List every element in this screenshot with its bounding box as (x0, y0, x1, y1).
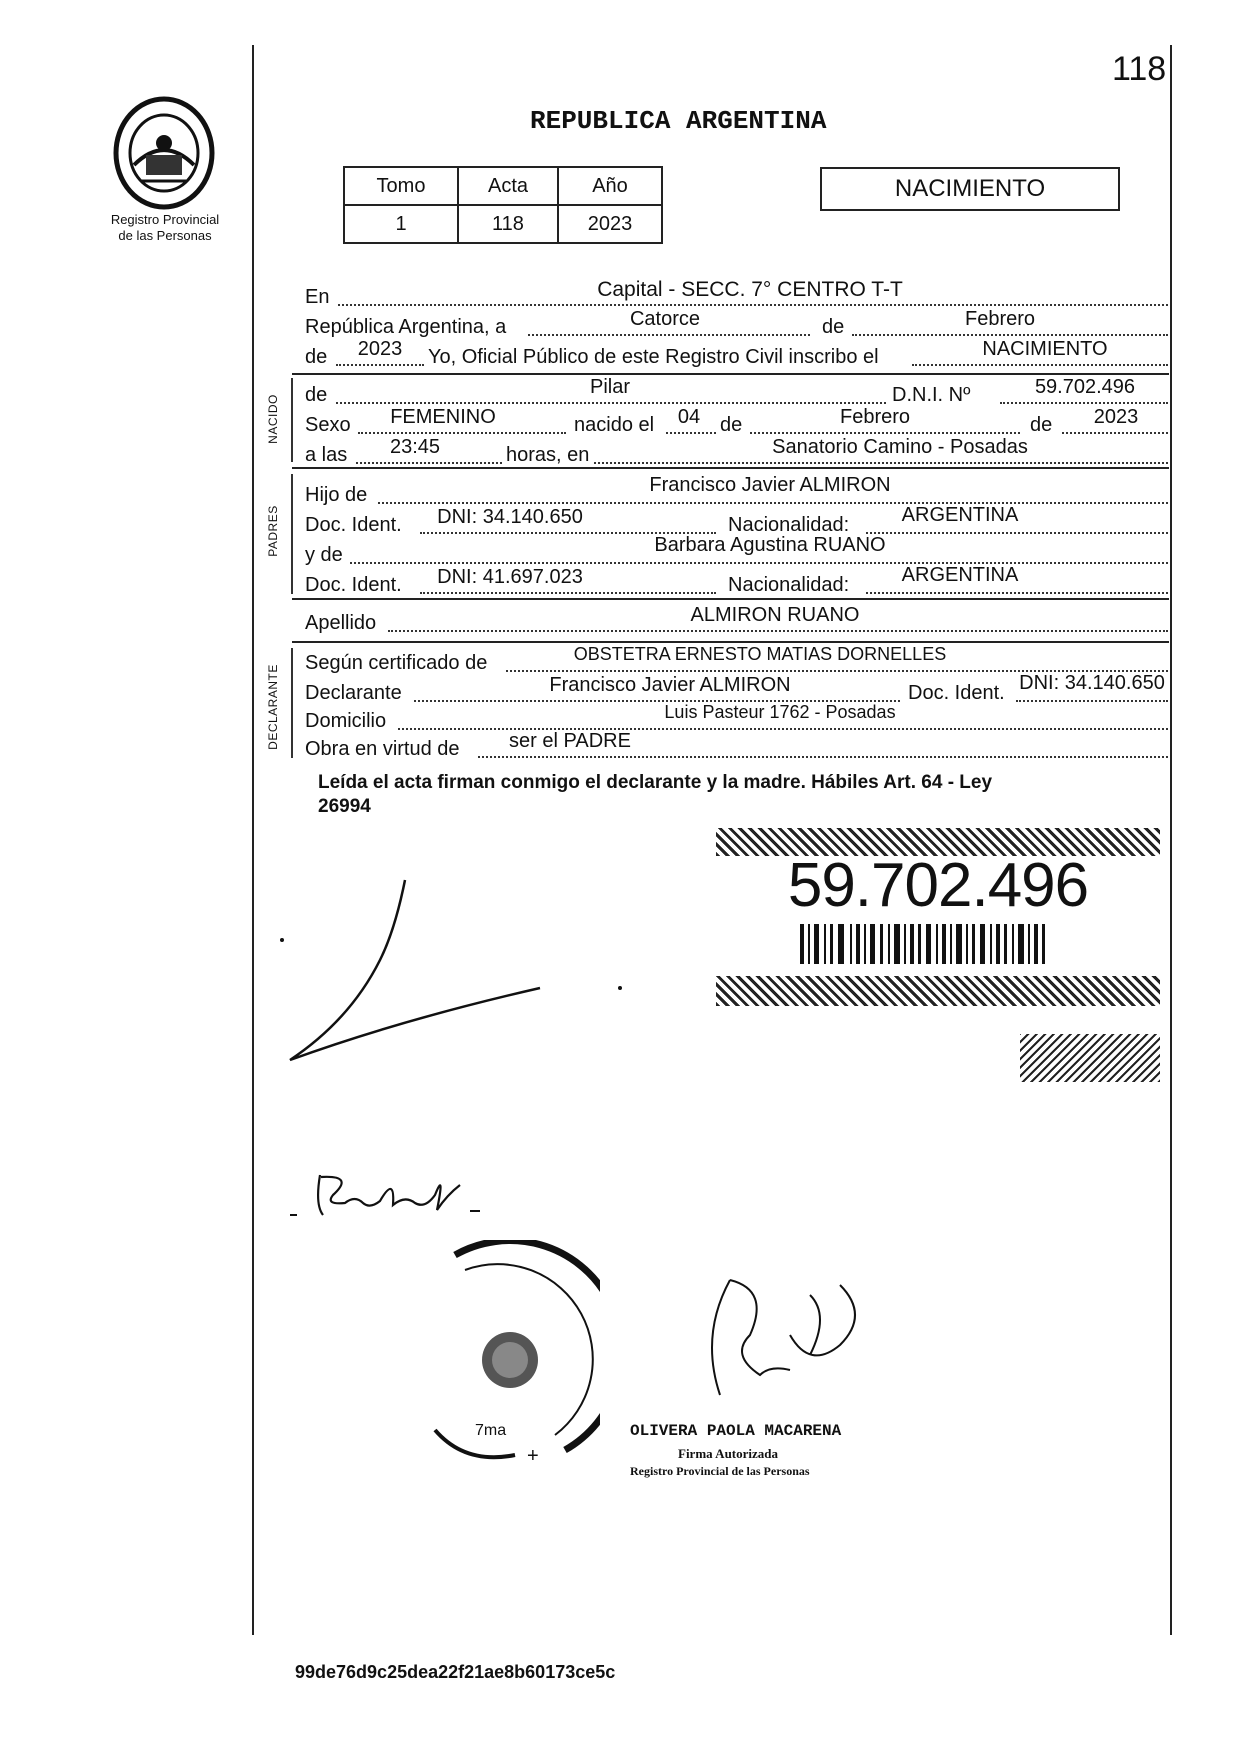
dni-sticker-number: 59.702.496 (787, 851, 1089, 920)
certificate-issuer: OBSTETRA ERNESTO MATIAS DORNELLES (573, 644, 947, 664)
birth-month: Febrero (839, 406, 911, 428)
dots (1016, 700, 1168, 702)
section-divider (292, 467, 1169, 469)
declarant-signature (280, 870, 640, 1070)
declarante-side-label: DECLARANTE (266, 664, 280, 750)
en-label: En (305, 286, 330, 308)
y-de-label: y de (305, 544, 343, 566)
dots (350, 562, 1168, 564)
declarante-bar (291, 648, 293, 758)
dots (528, 334, 810, 336)
document-hash: 99de76d9c25dea22f21ae8b60173ce5c (295, 1662, 616, 1682)
declarant-doc: DNI: 34.140.650 (1019, 672, 1165, 694)
page-title: REPUBLICA ARGENTINA (530, 106, 827, 136)
header-tomo: Tomo (344, 167, 458, 205)
mother-nationality: ARGENTINA (901, 564, 1019, 586)
dots (378, 502, 1168, 504)
dots (1000, 402, 1168, 404)
dots (420, 592, 716, 594)
dots (356, 462, 502, 464)
header-ano: Año (558, 167, 662, 205)
dots (336, 402, 886, 404)
birth-time: 23:45 (389, 436, 441, 458)
page-number: 118 (1112, 50, 1167, 88)
birth-day: 04 (677, 406, 701, 428)
a-las-label: a las (305, 444, 348, 466)
horas-en-label: horas, en (506, 444, 590, 466)
declarante-label: Declarante (305, 682, 402, 704)
dots (852, 334, 1168, 336)
registry-place: Capital - SECC. 7° CENTRO T-T (597, 278, 903, 301)
de-label: de (720, 414, 743, 436)
dots (358, 432, 566, 434)
obra-label: Obra en virtud de (305, 738, 460, 760)
dots (336, 364, 424, 366)
doc-ident-label: Doc. Ident. (305, 514, 402, 536)
doc-ident-label: Doc. Ident. (908, 682, 1005, 704)
child-dni: 59.702.496 (1034, 376, 1136, 398)
dots (478, 756, 1168, 758)
right-margin-line (1170, 45, 1172, 1635)
birth-place: Sanatorio Camino - Posadas (772, 436, 1028, 458)
security-strip-bottom (716, 976, 1160, 1006)
father-nationality: ARGENTINA (901, 504, 1019, 526)
section-divider (292, 598, 1169, 600)
nacionalidad-label: Nacionalidad: (728, 574, 850, 596)
de-label: de (822, 316, 845, 338)
value-ano: 2023 (558, 205, 662, 243)
record-table (343, 166, 663, 244)
doc-ident-label: Doc. Ident. (305, 574, 402, 596)
barcode (800, 924, 1046, 964)
reason: ser el PADRE (509, 730, 631, 752)
hijo-de-label: Hijo de (305, 484, 368, 506)
padres-bar (291, 474, 293, 594)
left-margin-line (252, 45, 254, 1635)
nacido-el-label: nacido el (574, 414, 655, 436)
republica-label: República Argentina, a (305, 316, 507, 338)
logo-caption-2: de las Personas (118, 228, 212, 243)
closing-text-line2: 26994 (318, 796, 371, 817)
registration-year: 2023 (357, 338, 403, 360)
registration-type: NACIMIENTO (982, 338, 1108, 360)
address: Luis Pasteur 1762 - Posadas (664, 702, 896, 722)
child-sex: FEMENINO (390, 406, 496, 428)
official-text: Yo, Oficial Público de este Registro Civil inscribo el (428, 346, 879, 368)
mother-doc: DNI: 41.697.023 (437, 566, 583, 588)
registration-month: Febrero (964, 308, 1036, 330)
dots (594, 462, 1168, 464)
province-logo (112, 95, 217, 210)
de-label: de (1030, 414, 1053, 436)
dots (666, 432, 716, 434)
mother-name: Barbara Agustina RUANO (654, 534, 886, 556)
section-divider (292, 641, 1169, 643)
dots (750, 432, 1020, 434)
dots (388, 630, 1168, 632)
sexo-label: Sexo (305, 414, 351, 436)
nacido-bar (291, 378, 293, 462)
value-tomo: 1 (344, 205, 458, 243)
padres-side-label: PADRES (266, 505, 280, 557)
section-divider (292, 373, 1169, 375)
official-signature (690, 1275, 890, 1415)
dots (866, 592, 1168, 594)
round-stamp (415, 1240, 600, 1470)
dots (912, 364, 1168, 366)
declarant-name: Francisco Javier ALMIRON (549, 674, 791, 696)
segun-label: Según certificado de (305, 652, 488, 674)
value-acta: 118 (458, 205, 558, 243)
father-doc: DNI: 34.140.650 (437, 506, 583, 528)
official-role: Firma Autorizada (678, 1446, 779, 1461)
registration-day: Catorce (629, 308, 701, 330)
logo-caption-1: Registro Provincial (110, 212, 220, 227)
father-name: Francisco Javier ALMIRON (649, 474, 891, 496)
de2-label: de (305, 346, 328, 368)
mother-signature (285, 1165, 485, 1225)
official-org: Registro Provincial de las Personas (630, 1464, 810, 1478)
surname: ALMIRON RUANO (690, 604, 860, 626)
dots (338, 304, 1168, 306)
official-name: OLIVERA PAOLA MACARENA (630, 1422, 842, 1440)
dni-label: D.N.I. Nº (892, 384, 971, 406)
svg-text:7ma: 7ma (475, 1422, 507, 1439)
header-acta: Acta (458, 167, 558, 205)
nacido-side-label: NACIDO (266, 394, 280, 444)
domicilio-label: Domicilio (305, 710, 387, 732)
nacionalidad-label: Nacionalidad: (728, 514, 850, 536)
svg-text:+: + (527, 1445, 539, 1467)
child-name: Pilar (589, 376, 630, 398)
birth-year: 2023 (1093, 406, 1139, 428)
de-label: de (305, 384, 328, 406)
document-type-box: NACIMIENTO (820, 167, 1120, 211)
apellido-label: Apellido (305, 612, 377, 634)
dots (1062, 432, 1168, 434)
closing-text-line1: Leída el acta firman conmigo el declarante y la madre. Hábiles Art. 64 - Ley (318, 772, 993, 793)
security-seal (1020, 1034, 1160, 1082)
